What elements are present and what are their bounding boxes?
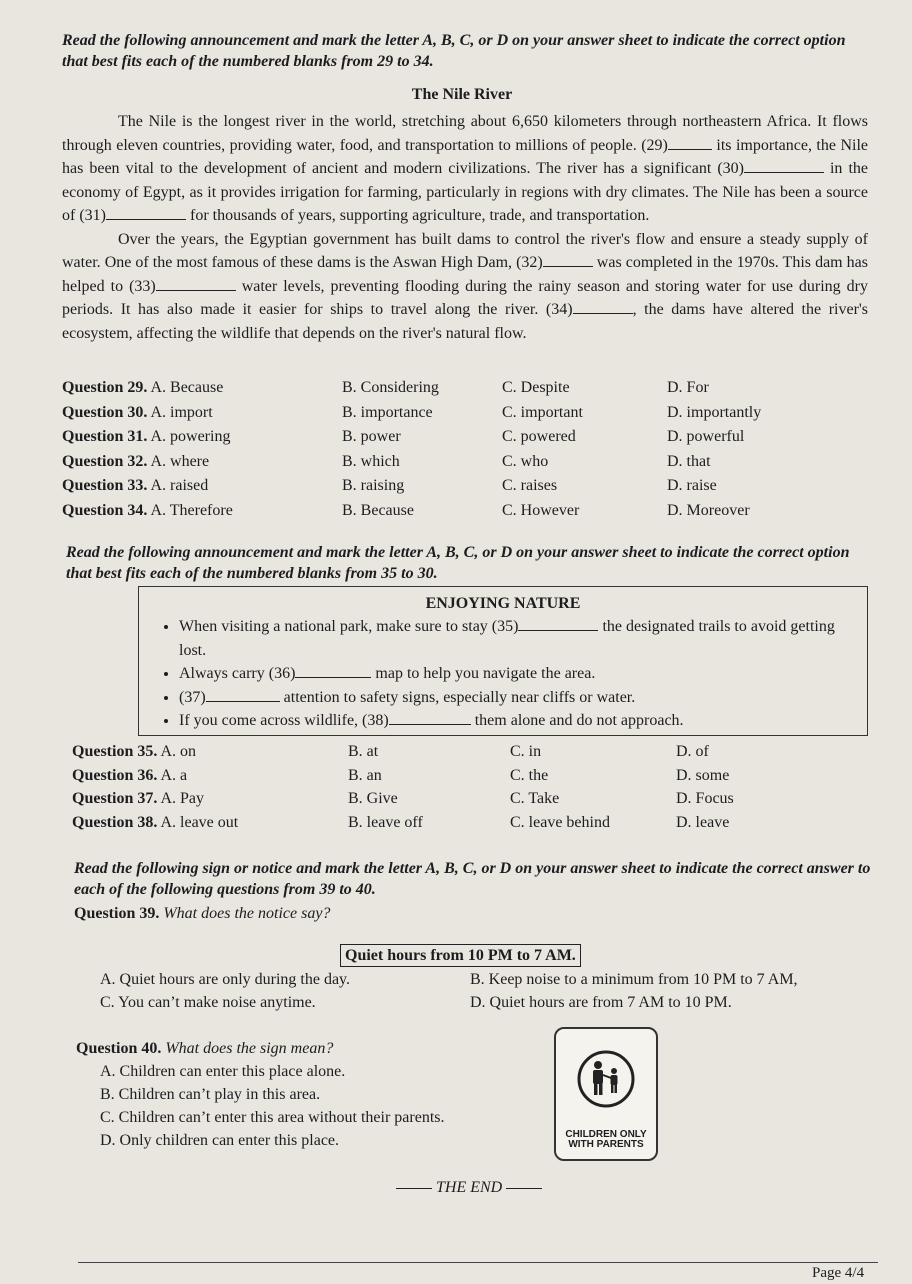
option-b[interactable]: B. importance — [342, 403, 433, 421]
option-d[interactable]: D. of — [676, 743, 709, 760]
blank-31 — [106, 219, 186, 220]
option-a[interactable]: A. Therefore — [150, 501, 233, 519]
passage-title-nile: The Nile River — [411, 86, 513, 103]
option-b[interactable]: B. Children can’t play in this area. — [100, 1086, 321, 1103]
questions-35-38: Question 35. A. on B. at C. in D. of Question 36. A. a B. an C. the D. some Question 37. A. Pay B. Give C. Take D. Focus Question 38. A. leave out B. leave off C. leave behind D. leave — [72, 740, 856, 834]
option-a[interactable]: A. Quiet hours are only during the day. — [100, 971, 351, 988]
blank-37 — [206, 701, 280, 702]
option-d[interactable]: D. Only children can enter this place. — [100, 1132, 340, 1149]
blank-30 — [744, 172, 824, 173]
option-a[interactable]: A. leave out — [160, 813, 239, 831]
option-c[interactable]: C. Despite — [502, 379, 570, 396]
option-d[interactable]: D. Focus — [676, 790, 734, 807]
the-end: THE END — [396, 1178, 542, 1198]
blank-35 — [518, 630, 598, 631]
option-b[interactable]: B. power — [342, 428, 401, 445]
nile-passage — [62, 110, 868, 345]
divider — [506, 1188, 542, 1189]
section-3-instruction: Read the following sign or notice and mark the letter A, B, C, or D on your answer sheet to indicate the correct answer to each of the following questions from 39 to 40. — [74, 860, 871, 898]
option-c[interactable]: C. the — [510, 766, 549, 784]
option-d[interactable]: D. leave — [676, 813, 730, 831]
q39-options — [100, 968, 870, 1014]
section-2-instruction: Read the following announcement and mark the letter A, B, C, or D on your answer sheet to indicate the correct option that best fits each of the numbered blanks from 35 to 30. — [66, 544, 850, 582]
divider — [396, 1188, 432, 1189]
list-item: • When visiting a national park, make sure to stay (35) the designated trails to avoid getting lost. — [179, 615, 853, 662]
option-c[interactable]: C. raises — [502, 477, 558, 494]
option-a[interactable]: A. Children can enter this place alone. — [100, 1063, 346, 1080]
footer-rule — [78, 1262, 878, 1263]
option-d[interactable]: D. some — [676, 766, 730, 784]
option-b[interactable]: B. Give — [348, 790, 398, 807]
option-c[interactable]: C. Children can’t enter this area without their parents. — [100, 1109, 445, 1126]
option-d[interactable]: D. powerful — [667, 428, 745, 445]
list-item: • If you come across wildlife, (38) them alone and do not approach. — [179, 709, 853, 733]
option-d[interactable]: D. Quiet hours are from 7 AM to 10 PM. — [470, 994, 732, 1011]
question-40: Question 40. What does the sign mean? — [76, 1040, 334, 1057]
blank-38 — [389, 724, 471, 725]
list-item: • Always carry (36) map to help you navigate the area. — [179, 662, 853, 686]
option-c[interactable]: C. in — [510, 743, 542, 760]
option-d[interactable]: D. raise — [667, 477, 717, 494]
option-c[interactable]: C. Take — [510, 790, 560, 807]
option-d[interactable]: D. For — [667, 379, 709, 396]
box-title: ENJOYING NATURE — [425, 595, 581, 612]
option-a[interactable]: A. a — [160, 766, 188, 784]
blank-36 — [295, 677, 371, 678]
blank-32 — [543, 266, 593, 267]
option-d[interactable]: D. importantly — [667, 403, 762, 421]
enjoying-nature-box — [138, 586, 868, 736]
list-item: • (37) attention to safety signs, especially near cliffs or water. — [179, 686, 853, 710]
option-b[interactable]: B. which — [342, 452, 400, 470]
option-c[interactable]: C. important — [502, 403, 583, 421]
blank-33 — [156, 290, 236, 291]
option-d[interactable]: D. that — [667, 452, 711, 470]
option-a[interactable]: A. Pay — [160, 790, 205, 807]
option-a[interactable]: A. raised — [150, 477, 209, 494]
q40-options — [100, 1060, 445, 1152]
option-d[interactable]: D. Moreover — [667, 501, 750, 519]
blank-29 — [668, 149, 712, 150]
option-b[interactable]: B. an — [348, 766, 382, 784]
family-icon — [556, 1035, 656, 1135]
option-b[interactable]: B. at — [348, 743, 379, 760]
option-c[interactable]: C. You can’t make noise anytime. — [100, 994, 316, 1011]
option-c[interactable]: C. leave behind — [510, 813, 610, 831]
questions-29-34: Question 29. A. Because B. Considering C. Despite D. For Question 30. A. import B. importance C. important D. importantly Question 31. A. powering B. power C. powered D. powerful Question 32. A. where B. which C. who D. that Question 33. A. raised B. raising C. raises D. raise Question 34. A. Therefore B. Because C. However D. Moreover — [62, 376, 847, 523]
option-c[interactable]: C. powered — [502, 428, 576, 445]
section-1-instruction: Read the following announcement and mark the letter A, B, C, or D on your answer sheet to indicate the correct option that best fits each of the numbered blanks from 29 to 34. — [62, 32, 846, 70]
option-a[interactable]: A. Because — [150, 379, 224, 396]
tips-list — [153, 615, 853, 733]
notice-box: Quiet hours from 10 PM to 7 AM. — [340, 944, 581, 967]
option-c[interactable]: C. who — [502, 452, 549, 470]
option-b[interactable]: B. Because — [342, 501, 414, 519]
option-b[interactable]: B. Keep noise to a minimum from 10 PM to 7 AM, — [470, 971, 798, 988]
option-b[interactable]: B. raising — [342, 477, 405, 494]
option-b[interactable]: B. leave off — [348, 813, 423, 831]
option-c[interactable]: C. However — [502, 501, 580, 519]
page-number: Page 4/4 — [812, 1265, 865, 1281]
option-b[interactable]: B. Considering — [342, 379, 439, 396]
option-a[interactable]: A. on — [160, 743, 197, 760]
option-a[interactable]: A. where — [150, 452, 210, 470]
option-a[interactable]: A. import — [150, 403, 213, 421]
option-a[interactable]: A. powering — [150, 428, 231, 445]
question-39: Question 39. What does the notice say? — [74, 905, 331, 922]
blank-34 — [573, 313, 633, 314]
paragraph-1: The Nile is the longest river in the world, stretching about 6,650 kilometers through northeastern Africa. It flows through eleven countries, providing water, food, and transportation to millions of people. (29) its importance, the Nile has been vital to the development of ancient and modern civilizations. The river has a significant (30) in the economy of Egypt, as it provides irrigation for farming, particularly in regions with dry climates. The Nile has been a source of (31) for thousands of years, supporting agriculture, trade, and transportation. — [62, 113, 868, 224]
children-with-parents-sign: CHILDREN ONLY WITH PARENTS — [554, 1027, 658, 1161]
paragraph-2: Over the years, the Egyptian government has built dams to control the river's flow and ensure a steady supply of water. One of the most famous of these dams is the Aswan High Dam, (32) was completed in the 1970s. This dam has helped to (33) water levels, preventing flooding during the rainy season and storing water for use during dry periods. It has also made it easier for ships to travel along the river. (34) , the dams have altered the river's ecosystem, affecting the wildlife that depends on the river's natural flow. — [62, 230, 869, 342]
